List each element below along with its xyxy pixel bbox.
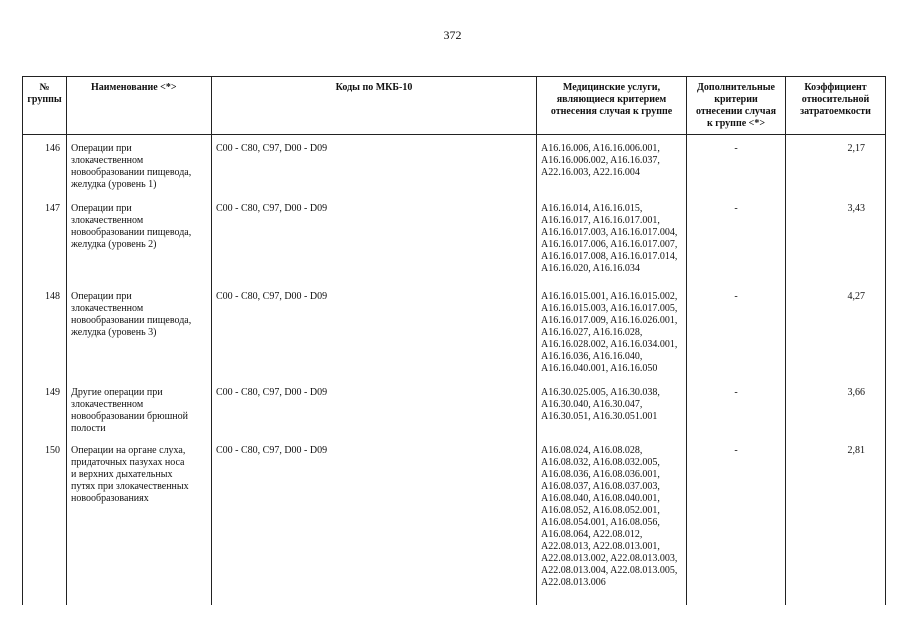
cost-coefficient: 3,66	[786, 377, 886, 435]
group-number: 146	[23, 135, 67, 194]
group-number: 147	[23, 193, 67, 281]
cost-coefficient: 2,81	[786, 435, 886, 605]
group-number: 149	[23, 377, 67, 435]
page-number: 372	[443, 28, 462, 42]
header-icd-codes: Коды по МКБ-10	[212, 77, 537, 135]
cost-coefficient: 3,43	[786, 193, 886, 281]
medical-services: A16.16.014, A16.16.015, A16.16.017, A16.16.017.001, A16.16.017.003, A16.16.017.004, A16.16.017.006, A16.16.017.007, A16.16.017.008, A16.16.017.014, A16.16.020, A16.16.034	[537, 193, 687, 281]
icd-codes: C00 - C80, C97, D00 - D09	[212, 281, 537, 377]
header-cost-coefficient: Коэффициент относительной затратоемкости	[786, 77, 886, 135]
icd-codes: C00 - C80, C97, D00 - D09	[212, 435, 537, 605]
additional-criteria: -	[687, 435, 786, 605]
group-number: 148	[23, 281, 67, 377]
group-name: Операции на органе слуха, придаточных пазухах носа и верхних дыхательных путях при злокачественных новообразованиях	[67, 435, 212, 605]
additional-criteria: -	[687, 135, 786, 194]
medical-services: A16.08.024, A16.08.028, A16.08.032, A16.08.032.005, A16.08.036, A16.08.036.001, A16.08.037, A16.08.037.003, A16.08.040, A16.08.040.001, A16.08.052, A16.08.052.001, A16.08.054.001, A16.08.056, A16.08.064, A22.08.012, A22.08.013, A22.08.013.001, A22.08.013.002, A22.08.013.003, A22.08.013.004, A22.08.013.005, A22.08.013.006	[537, 435, 687, 605]
medical-services: A16.16.015.001, A16.16.015.002, A16.16.015.003, A16.16.017.005, A16.16.017.009, A16.16.026.001, A16.16.027, A16.16.028, A16.16.028.002, A16.16.034.001, A16.16.036, A16.16.040, A16.16.040.001, A16.16.050	[537, 281, 687, 377]
table-row	[23, 377, 886, 435]
table-row	[23, 193, 886, 281]
group-number: 150	[23, 435, 67, 605]
group-name: Операции при злокачественном новообразовании пищевода, желудка (уровень 2)	[67, 193, 212, 281]
cost-coefficient: 2,17	[786, 135, 886, 194]
icd-codes: C00 - C80, C97, D00 - D09	[212, 193, 537, 281]
additional-criteria: -	[687, 193, 786, 281]
table-row	[23, 435, 886, 605]
group-name: Другие операции при злокачественном новообразовании брюшной полости	[67, 377, 212, 435]
header-medical-services: Медицинские услуги, являющиеся критерием отнесения случая к группе	[537, 77, 687, 135]
header-name: Наименование <*>	[67, 77, 212, 135]
group-name: Операции при злокачественном новообразовании пищевода, желудка (уровень 3)	[67, 281, 212, 377]
medical-services: A16.30.025.005, A16.30.038, A16.30.040, A16.30.047, A16.30.051, A16.30.051.001	[537, 377, 687, 435]
medical-services: A16.16.006, A16.16.006.001, A16.16.006.002, A16.16.037, A22.16.003, A22.16.004	[537, 135, 687, 194]
table-row	[23, 281, 886, 377]
table-row	[23, 135, 886, 194]
header-group-number: № группы	[23, 77, 67, 135]
group-name: Операции при злокачественном новообразовании пищевода, желудка (уровень 1)	[67, 135, 212, 194]
header-additional-criteria: Дополнительные критерии отнесении случая к группе <*>	[687, 77, 786, 135]
table-header-row	[23, 77, 886, 135]
icd-codes: C00 - C80, C97, D00 - D09	[212, 135, 537, 194]
ksg-table	[22, 76, 886, 605]
additional-criteria: -	[687, 281, 786, 377]
additional-criteria: -	[687, 377, 786, 435]
cost-coefficient: 4,27	[786, 281, 886, 377]
icd-codes: C00 - C80, C97, D00 - D09	[212, 377, 537, 435]
